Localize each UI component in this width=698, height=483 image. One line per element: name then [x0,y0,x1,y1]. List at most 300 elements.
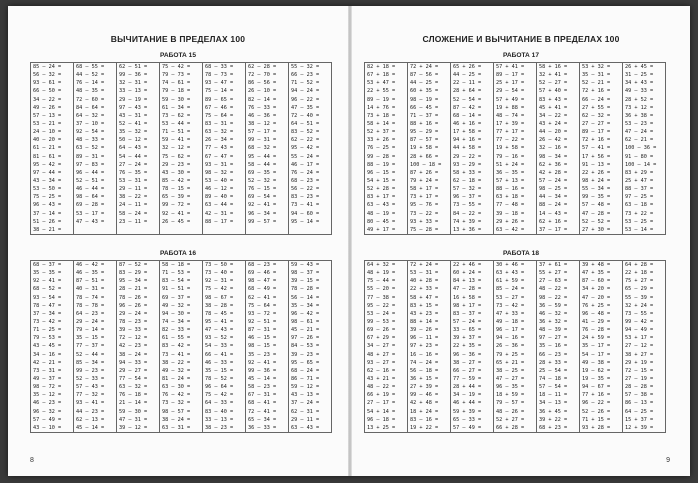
exercise-cell: 63 – 43 = [291,424,320,431]
exercise-cell: 44 – 25 = [410,80,439,87]
exercise-cell: 79 + 25 = [496,351,525,358]
exercise-cell: 40 + 28 = [410,278,439,285]
exercise-cell: 53 – 25 = [625,218,654,225]
exercise-cell: 16 + 58 = [453,294,482,301]
exercise-cell: 47 + 35 = [582,270,611,277]
exercise-cell: 73 + 22 = [625,210,654,217]
exercise-column [288,260,332,433]
exercise-cell: 35 – 32 = [119,129,148,136]
exercise-cell: 42 – 31 = [205,210,234,217]
exercise-cell: 53 – 21 = [33,120,62,127]
exercise-column [450,260,493,433]
exercise-cell: 78 – 52 = [205,375,234,382]
exercise-cell: 29 – 11 = [119,186,148,193]
exercise-cell: 66 – 23 = [539,351,568,358]
exercise-cell: 25 – 54 = [539,367,568,374]
exercise-cell: 26 – 45 = [162,218,191,225]
exercise-cell: 21 – 14 = [119,400,148,407]
exercise-column [622,62,666,235]
exercise-cell: 94 – 16 = [496,335,525,342]
exercise-cell: 29 – 27 = [119,367,148,374]
exercise-cell: 93 – 52 = [205,335,234,342]
exercise-cell: 78 – 74 = [76,294,105,301]
exercise-cell: 58 – 44 = [248,161,277,168]
exercise-cell: 62 – 51 = [119,64,148,70]
exercise-cell: 95 – 29 = [410,129,439,136]
exercise-cell: 35 – 23 = [248,351,277,358]
exercise-cell: 95 – 44 = [248,153,277,160]
exercise-cell: 19 – 35 = [582,375,611,382]
exercise-cell: 58 – 24 = [119,210,148,217]
exercise-cell: 75 – 42 = [205,286,234,293]
exercise-cell: 14 + 76 = [367,104,396,111]
exercise-cell: 48 – 19 = [367,210,396,217]
exercise-cell: 73 – 32 = [162,400,191,407]
exercise-cell: 50 – 12 = [119,137,148,144]
exercise-cell: 29 – 23 = [162,161,191,168]
exercise-cell: 43 – 10 = [33,424,62,431]
exercise-cell: 45 – 21 = [291,327,320,334]
exercise-cell: 96 – 34 = [248,210,277,217]
exercise-cell: 69 – 37 = [162,294,191,301]
exercise-cell: 48 – 39 = [539,327,568,334]
exercise-cell: 78 – 28 = [291,286,320,293]
exercise-cell: 38 – 27 = [453,359,482,366]
exercise-cell: 93 + 33 = [410,218,439,225]
exercise-cell: 53 – 27 = [496,294,525,301]
exercise-cell: 99 – 42 = [625,318,654,325]
exercise-cell: 68 – 55 = [76,64,105,70]
exercise-cell: 73 – 42 = [496,302,525,309]
left-page-number: 8 [30,457,34,464]
exercise-cell: 64 – 43 = [119,145,148,152]
exercise-cell: 72 – 60 = [76,96,105,103]
exercise-cell: 69 – 26 = [367,327,396,334]
exercise-cell: 92 – 54 = [76,129,105,136]
exercise-cell: 65 – 33 = [453,416,482,423]
exercise-cell: 44 – 23 = [76,408,105,415]
exercise-cell: 72 – 70 = [248,72,277,79]
exercise-cell: 22 + 55 = [367,88,396,95]
exercise-cell: 23 – 11 = [119,218,148,225]
exercise-cell: 96 – 22 = [582,400,611,407]
exercise-cell: 43 – 45 = [33,343,62,350]
exercise-cell: 93 – 61 = [33,80,62,87]
exercise-cell: 83 – 23 = [291,194,320,201]
exercise-cell: 96 – 26 = [119,302,148,309]
exercise-cell: 48 – 22 = [539,286,568,293]
exercise-cell: 75 – 64 = [205,112,234,119]
exercise-cell: 56 – 14 = [291,294,320,301]
exercise-cell: 65 – 39 = [162,194,191,201]
exercise-cell: 28 – 21 = [119,286,148,293]
exercise-cell: 52 – 27 = [539,80,568,87]
exercise-cell: 27 – 19 = [625,375,654,382]
exercise-column [202,260,245,433]
left-page-title: ВЫЧИТАНИЕ В ПРЕДЕЛАХ 100 [110,34,246,44]
exercise-cell: 83 – 40 = [205,408,234,415]
exercise-cell: 88 – 16 = [496,186,525,193]
exercise-cell: 48 – 22 = [367,384,396,391]
exercise-cell: 95 – 14 = [291,218,320,225]
exercise-cell: 53 – 17 = [76,210,105,217]
exercise-cell: 96 – 48 = [582,310,611,317]
exercise-cell: 62 – 31 = [291,408,320,415]
exercise-cell: 65 + 21 = [496,359,525,366]
exercise-cell: 92 – 31 = [205,278,234,285]
exercise-cell: 22 + 35 = [453,343,482,350]
exercise-cell: 68 – 52 = [33,286,62,293]
exercise-cell: 31 – 25 = [625,72,654,79]
exercise-cell: 63 – 31 = [162,424,191,431]
exercise-cell: 19 + 88 = [496,104,525,111]
right-page-number: 9 [666,457,670,464]
exercise-cell: 77 + 17 = [496,129,525,136]
exercise-cell: 92 – 41 = [248,202,277,209]
exercise-cell: 18 + 59 = [496,392,525,399]
exercise-cell: 53 + 17 = [625,335,654,342]
exercise-cell: 73 + 12 = [625,104,654,111]
exercise-cell: 96 – 15 = [367,169,396,176]
exercise-cell: 14 – 43 = [539,210,568,217]
exercise-cell: 83 + 15 = [410,302,439,309]
exercise-cell: 98 – 32 = [205,169,234,176]
exercise-cell: 22 + 26 = [582,169,611,176]
exercise-cell: 83 – 16 = [410,416,439,423]
exercise-cell: 52 – 41 = [119,120,148,127]
exercise-cell: 42 + 28 = [539,169,568,176]
exercise-cell: 37 – 24 = [291,400,320,407]
exercise-cell: 75 – 14 = [205,88,234,95]
exercise-cell: 54 – 44 = [119,153,148,160]
exercise-cell: 89 – 31 = [76,153,105,160]
exercise-cell: 37 – 14 = [33,210,62,217]
exercise-cell: 33 – 13 = [205,416,234,423]
exercise-cell: 53 – 23 = [625,120,654,127]
exercise-cell: 59 + 39 = [453,408,482,415]
exercise-cell: 75 – 44 = [367,278,396,285]
exercise-cell: 71 – 53 = [162,270,191,277]
exercise-cell: 49 – 38 = [582,359,611,366]
exercise-cell: 84 + 13 = [453,278,482,285]
exercise-cell: 87 – 42 = [453,104,482,111]
right-page [352,6,690,476]
exercise-cell: 57 + 49 = [496,96,525,103]
exercise-cell: 47 – 27 = [496,375,525,382]
exercise-column [536,62,579,235]
exercise-cell: 89 – 17 = [496,72,525,79]
exercise-cell: 85 – 24 = [33,64,62,70]
exercise-cell: 49 – 37 = [33,375,62,382]
exercise-cell: 94 – 30 = [162,310,191,317]
exercise-cell: 57 + 41 = [496,64,525,70]
exercise-cell: 48 – 74 = [496,112,525,119]
exercise-cell: 92 – 41 = [248,359,277,366]
exercise-cell: 66 – 27 = [453,367,482,374]
exercise-cell: 27 + 39 = [410,384,439,391]
exercise-cell: 67 + 29 = [367,335,396,342]
exercise-cell: 73 – 40 = [205,270,234,277]
left-page [8,6,348,476]
exercise-cell: 59 – 30 = [119,408,148,415]
exercise-cell: 48 – 26 = [496,408,525,415]
exercise-cell: 69 – 35 = [248,169,277,176]
exercise-cell: 75 – 62 = [162,153,191,160]
exercise-cell: 35 – 35 = [33,270,62,277]
exercise-cell: 49 – 18 = [496,318,525,325]
exercise-cell: 48 + 19 = [367,270,396,277]
exercise-cell: 68 – 23 = [291,177,320,184]
exercise-cell: 61 + 59 = [496,278,525,285]
exercise-cell: 64 – 25 = [625,408,654,415]
exercise-cell: 54 – 33 = [205,343,234,350]
exercise-cell: 87 + 26 = [410,169,439,176]
exercise-cell: 35 – 15 = [205,367,234,374]
exercise-column [30,260,73,433]
exercise-cell: 98 – 25 = [539,186,568,193]
exercise-cell: 85 – 42 = [162,177,191,184]
exercise-cell: 63 – 30 = [162,384,191,391]
exercise-cell: 88 – 19 = [367,161,396,168]
exercise-cell: 47 – 24 = [625,129,654,136]
work-18-title: РАБОТА 18 [503,250,539,257]
exercise-cell: 63 – 43 = [367,202,396,209]
exercise-cell: 78 – 73 = [205,72,234,79]
exercise-cell: 19 + 58 = [496,145,525,152]
exercise-cell: 53 – 31 = [410,270,439,277]
exercise-cell: 79 – 16 = [496,153,525,160]
exercise-cell: 94 – 67 = [582,384,611,391]
exercise-cell: 91 – 51 = [162,286,191,293]
exercise-cell: 39 + 48 = [582,262,611,268]
exercise-cell: 16 – 16 = [410,351,439,358]
exercise-cell: 47 + 33 = [496,310,525,317]
exercise-cell: 55 – 32 = [291,64,320,70]
exercise-cell: 58 – 18 = [162,262,191,268]
exercise-cell: 94 – 49 = [625,327,654,334]
exercise-cell: 58 – 23 = [248,384,277,391]
exercise-cell: 38 – 22 = [119,194,148,201]
exercise-cell: 62 – 21 = [625,137,654,144]
exercise-cell: 72 – 12 = [119,335,148,342]
exercise-cell: 97 + 23 = [410,343,439,350]
exercise-cell: 100 – 36 = [625,145,657,152]
exercise-cell: 34 – 22 = [539,112,568,119]
exercise-cell: 76 – 42 = [162,392,191,399]
exercise-cell: 89 – 17 = [582,129,611,136]
exercise-cell: 72 + 16 = [582,88,611,95]
exercise-cell: 29 – 24 = [119,310,148,317]
exercise-cell: 49 + 17 = [367,226,396,233]
exercise-cell: 57 – 38 = [625,392,654,399]
exercise-cell: 62 + 36 = [539,161,568,168]
exercise-cell: 77 – 43 = [205,145,234,152]
exercise-cell: 52 – 51 = [76,177,105,184]
exercise-cell: 63 – 52 = [76,145,105,152]
exercise-cell: 48 – 35 = [76,88,105,95]
exercise-cell: 28 + 64 = [453,88,482,95]
exercise-cell: 83 – 52 = [291,129,320,136]
exercise-cell: 99 – 28 = [367,153,396,160]
exercise-cell: 26 + 45 = [625,64,654,70]
exercise-cell: 87 – 60 = [582,278,611,285]
exercise-cell: 69 – 46 = [248,270,277,277]
exercise-cell: 95 – 65 = [291,359,320,366]
exercise-cell: 84 – 64 = [76,104,105,111]
exercise-cell: 93 – 29 = [453,161,482,168]
exercise-cell: 30 + 46 = [496,262,525,268]
exercise-cell: 53 – 31 = [119,177,148,184]
exercise-cell: 79 – 18 = [162,88,191,95]
exercise-cell: 74 – 18 = [539,375,568,382]
exercise-cell: 46 + 44 = [453,400,482,407]
exercise-column [493,62,536,235]
exercise-cell: 46 – 23 = [33,400,62,407]
exercise-cell: 27 – 24 = [119,161,148,168]
work-18-grid [364,260,666,433]
exercise-cell: 18 + 24 = [410,408,439,415]
exercise-cell: 27 + 30 = [582,226,611,233]
exercise-cell: 99 – 23 = [76,367,105,374]
exercise-cell: 98 – 37 = [291,270,320,277]
exercise-cell: 19 – 62 = [582,367,611,374]
exercise-cell: 63 + 43 = [496,270,525,277]
exercise-cell: 58 + 16 = [539,64,568,70]
exercise-cell: 82 – 33 = [162,327,191,334]
exercise-cell: 74 + 39 = [453,218,482,225]
exercise-cell: 52 – 26 = [582,408,611,415]
exercise-cell: 82 – 14 = [248,96,277,103]
exercise-cell: 77 – 59 = [453,375,482,382]
exercise-cell: 87 – 51 = [76,278,105,285]
exercise-cell: 97 – 27 = [539,335,568,342]
exercise-cell: 78 – 26 = [119,294,148,301]
exercise-cell: 43 – 34 = [33,177,62,184]
exercise-cell: 19 + 58 = [410,145,439,152]
exercise-cell: 36 + 15 = [410,375,439,382]
exercise-cell: 67 + 18 = [367,72,396,79]
exercise-cell: 29 + 19 = [625,359,654,366]
exercise-cell: 76 – 14 = [76,80,105,87]
exercise-cell: 69 – 54 = [248,194,277,201]
exercise-cell: 46 – 15 = [248,335,277,342]
exercise-cell: 91 – 80 = [625,153,654,160]
exercise-cell: 92 – 41 = [162,210,191,217]
exercise-cell: 53 + 32 = [582,64,611,70]
exercise-cell: 84 – 53 = [291,343,320,350]
exercise-cell: 73 – 55 = [453,202,482,209]
exercise-column [622,260,666,433]
exercise-cell: 57 – 32 = [453,186,482,193]
exercise-cell: 39 – 15 = [291,278,320,285]
exercise-cell: 95 – 22 = [367,302,396,309]
exercise-cell: 83 – 37 = [453,310,482,317]
exercise-cell: 72 + 24 = [410,262,439,268]
exercise-cell: 75 – 28 = [410,226,439,233]
exercise-cell: 43 + 23 = [410,310,439,317]
exercise-cell: 34 – 13 = [539,400,568,407]
exercise-cell: 38 – 24 = [162,416,191,423]
exercise-cell: 61 – 55 = [162,335,191,342]
exercise-cell: 29 + 26 = [496,218,525,225]
exercise-cell: 92 – 41 = [33,278,62,285]
exercise-cell: 93 – 27 = [367,359,396,366]
exercise-column [73,62,116,235]
exercise-cell: 79 – 14 = [76,327,105,334]
exercise-cell: 46 – 35 = [76,270,105,277]
exercise-cell: 45 – 14 = [76,424,105,431]
exercise-cell: 22 + 33 = [410,286,439,293]
exercise-cell: 64 – 32 = [76,112,105,119]
exercise-cell: 28 + 33 = [539,359,568,366]
exercise-cell: 43 + 21 = [367,375,396,382]
exercise-cell: 68 – 49 = [248,286,277,293]
exercise-cell: 54 + 14 = [367,408,396,415]
exercise-cell: 53 – 50 = [33,186,62,193]
exercise-cell: 83 – 29 = [119,270,148,277]
exercise-cell: 62 – 22 = [291,137,320,144]
exercise-cell: 98 – 67 = [205,294,234,301]
exercise-column [364,62,407,235]
exercise-cell: 64 + 32 = [367,262,396,268]
exercise-cell: 39 – 12 = [119,424,148,431]
exercise-cell: 22 + 46 = [453,262,482,268]
exercise-cell: 26 – 42 = [539,137,568,144]
exercise-cell: 79 – 57 = [496,400,525,407]
exercise-cell: 67 – 46 = [205,104,234,111]
exercise-cell: 89 – 19 = [367,96,396,103]
exercise-cell: 34 – 27 = [367,343,396,350]
exercise-cell: 52 + 28 = [367,186,396,193]
exercise-cell: 36 + 45 = [539,408,568,415]
exercise-cell: 85 – 34 = [76,359,105,366]
exercise-cell: 28 + 44 = [453,384,482,391]
exercise-cell: 38 + 27 = [625,351,654,358]
exercise-cell: 37 – 34 = [33,310,62,317]
exercise-cell: 99 – 35 = [582,194,611,201]
exercise-cell: 33 + 26 = [367,137,396,144]
exercise-cell: 88 – 37 = [625,186,654,193]
exercise-cell: 48 + 27 = [367,351,396,358]
exercise-cell: 77 – 54 = [119,375,148,382]
exercise-cell: 98 + 17 = [453,302,482,309]
exercise-cell: 68 – 37 = [33,262,62,268]
exercise-cell: 76 – 25 = [367,145,396,152]
exercise-cell: 71 + 15 = [582,416,611,423]
work-15-grid [30,62,332,235]
exercise-cell: 33 – 13 = [119,88,148,95]
exercise-cell: 62 – 28 = [248,64,277,70]
exercise-cell: 86 – 13 = [625,400,654,407]
exercise-cell: 72 + 24 = [410,64,439,70]
exercise-cell: 71 – 52 = [291,80,320,87]
exercise-cell: 29 – 54 = [496,88,525,95]
exercise-cell: 36 – 59 = [539,302,568,309]
exercise-cell: 58 + 33 = [453,169,482,176]
exercise-cell: 39 – 33 = [119,327,148,334]
exercise-cell: 28 + 66 = [410,153,439,160]
exercise-cell: 66 – 24 = [582,96,611,103]
exercise-cell: 58 + 47 = [410,294,439,301]
exercise-cell: 74 – 61 = [162,80,191,87]
exercise-cell: 29 – 22 = [453,153,482,160]
exercise-cell: 85 – 24 = [496,286,525,293]
exercise-cell: 98 – 47 = [248,278,277,285]
exercise-cell: 64 – 23 = [76,310,105,317]
exercise-cell: 95 – 42 = [291,145,320,152]
exercise-cell: 29 – 11 = [291,416,320,423]
exercise-cell: 98 – 22 = [539,294,568,301]
